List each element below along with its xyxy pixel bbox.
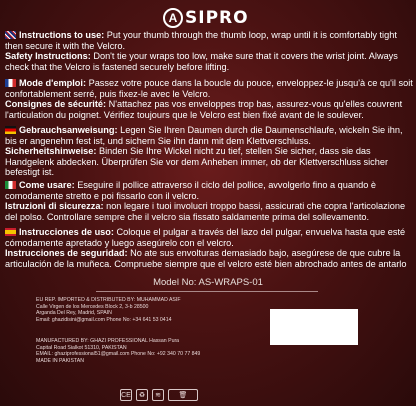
brand-logo <box>163 7 263 29</box>
safety-text: Don't tie your wraps too low, make sure that it covers the wrist joint. Always check that the Velcro is fastened securely before lifting. <box>5 51 398 72</box>
section-french <box>5 78 415 120</box>
eu-rep-line: EU REP. IMPORTED & DISTRIBUTED BY: MUHAMMAD ASIF <box>36 297 181 303</box>
instructions-label: Instructions to use: <box>19 30 105 40</box>
french-flag-icon <box>5 79 16 87</box>
section-spanish <box>5 227 415 269</box>
blank-label-area <box>270 309 358 345</box>
section-italian <box>5 180 415 222</box>
spanish-flag-icon <box>5 228 16 236</box>
eu-rep-line: Calle Virgen de los Mercedes Block 2, 3-b 28500 <box>36 303 149 310</box>
instructions-label: Come usare: <box>19 180 75 190</box>
safety-label: Istruzioni di sicurezza: <box>5 201 104 212</box>
safety-label: Sicherheitshinweise: <box>5 146 97 157</box>
header <box>0 0 416 30</box>
manufacturer-line: Capital Road Sialkot 51310, PAKISTAN <box>36 344 127 351</box>
instructions-label: Instrucciones de uso: <box>19 227 114 237</box>
manufacturer-line: MANUFACTURED BY: GHAZI PROFESSIONAL Hassan Pura <box>36 338 180 344</box>
manufacturer-line: EMAIL: ghaziprofessional51@gmail.com Phone No: +92 340 70 77 849 <box>36 351 201 358</box>
instructions-label: Mode d'emploi: <box>19 78 87 88</box>
section-english <box>5 30 415 72</box>
german-flag-icon <box>5 126 16 134</box>
instructions-text: Passez votre pouce dans la boucle du pouce, enveloppez-le jusqu'à ce qu'il soit confortablement serré, puis fixez-le avec le Velcro. <box>5 78 413 99</box>
instructions-text: Eseguire il pollice attraverso il ciclo del pollice, avvolgerlo fino a quando è comodamente stretto e poi fissarlo con il velcro. <box>5 180 376 201</box>
handwash-icon: ≋ <box>152 389 164 401</box>
eu-rep-line: Arganda Del Rey, Madrid, SPAIN <box>36 310 112 317</box>
safety-text: N'attachez pas vos enveloppes trop bas, assurez-vous qu'elles couvrent l'articulation du poignet. Vérifiez toujours que le Velcro est bien fixé avant de le soulever. <box>5 99 403 120</box>
section-german <box>5 125 415 178</box>
instructions-label: Gebrauchsanweisung: <box>19 125 118 135</box>
safety-text: non legare i tuoi involucri troppo bassi, assicurati che copra l'articolazione del polso. Controllare sempre che il velcro sia fissato saldamente prima del sollevamento. <box>5 201 406 222</box>
certification-icons <box>120 389 198 401</box>
waste-bin-icon: 🗑 <box>168 389 198 401</box>
logo-mark-icon: A <box>163 8 183 28</box>
safety-text: No ate sus envolturas demasiado bajo, asegúrese de que cubre la articulación de la muñeca. Compruebe siempre que el velcro esté bien abrochado antes de antarlo <box>5 248 407 269</box>
divider <box>96 291 318 292</box>
manufacturer-block <box>36 338 266 364</box>
ce-mark-icon: CE <box>120 389 132 401</box>
instructions-text: Coloque el pulgar a través del lazo del pulgar, envuelva hasta que esté cómodamente apretado y luego asegúrelo con el velcro. <box>5 227 406 248</box>
safety-label: Safety Instructions: <box>5 51 91 62</box>
instructions-text: Legen Sie Ihren Daumen durch die Daumenschlaufe, wickeln Sie ihn, bis er angenehm fest ist, und sichern Sie ihn dann mit dem Klettverschluss. <box>5 125 403 146</box>
safety-text: Binden Sie Ihre Wickel nicht zu tief, stellen Sie sicher, dass sie das Handgelenk abdecken. Überprüfen Sie vor dem Anheben immer, ob der Klettverschluss sicher befestigt ist. <box>5 146 389 178</box>
safety-label: Instrucciones de seguridad: <box>5 248 128 259</box>
logo-text: SIPRO <box>185 8 249 28</box>
italian-flag-icon <box>5 181 16 189</box>
safety-label: Consignes de sécurité: <box>5 99 107 110</box>
eu-rep-line: Email: ghazidisini@gmail.com Phone No: +34 641 53 0414 <box>36 316 172 323</box>
recycle-icon: ♻ <box>136 389 148 401</box>
uk-flag-icon <box>5 31 16 39</box>
manufacturer-line: MADE IN PAKISTAN <box>36 357 84 364</box>
instructions-text: Put your thumb through the thumb loop, wrap until it is comfortably tight then secure it with the Velcro. <box>5 30 397 51</box>
eu-rep-block <box>36 297 266 323</box>
model-number: Model No: AS-WRAPS-01 <box>153 277 263 288</box>
